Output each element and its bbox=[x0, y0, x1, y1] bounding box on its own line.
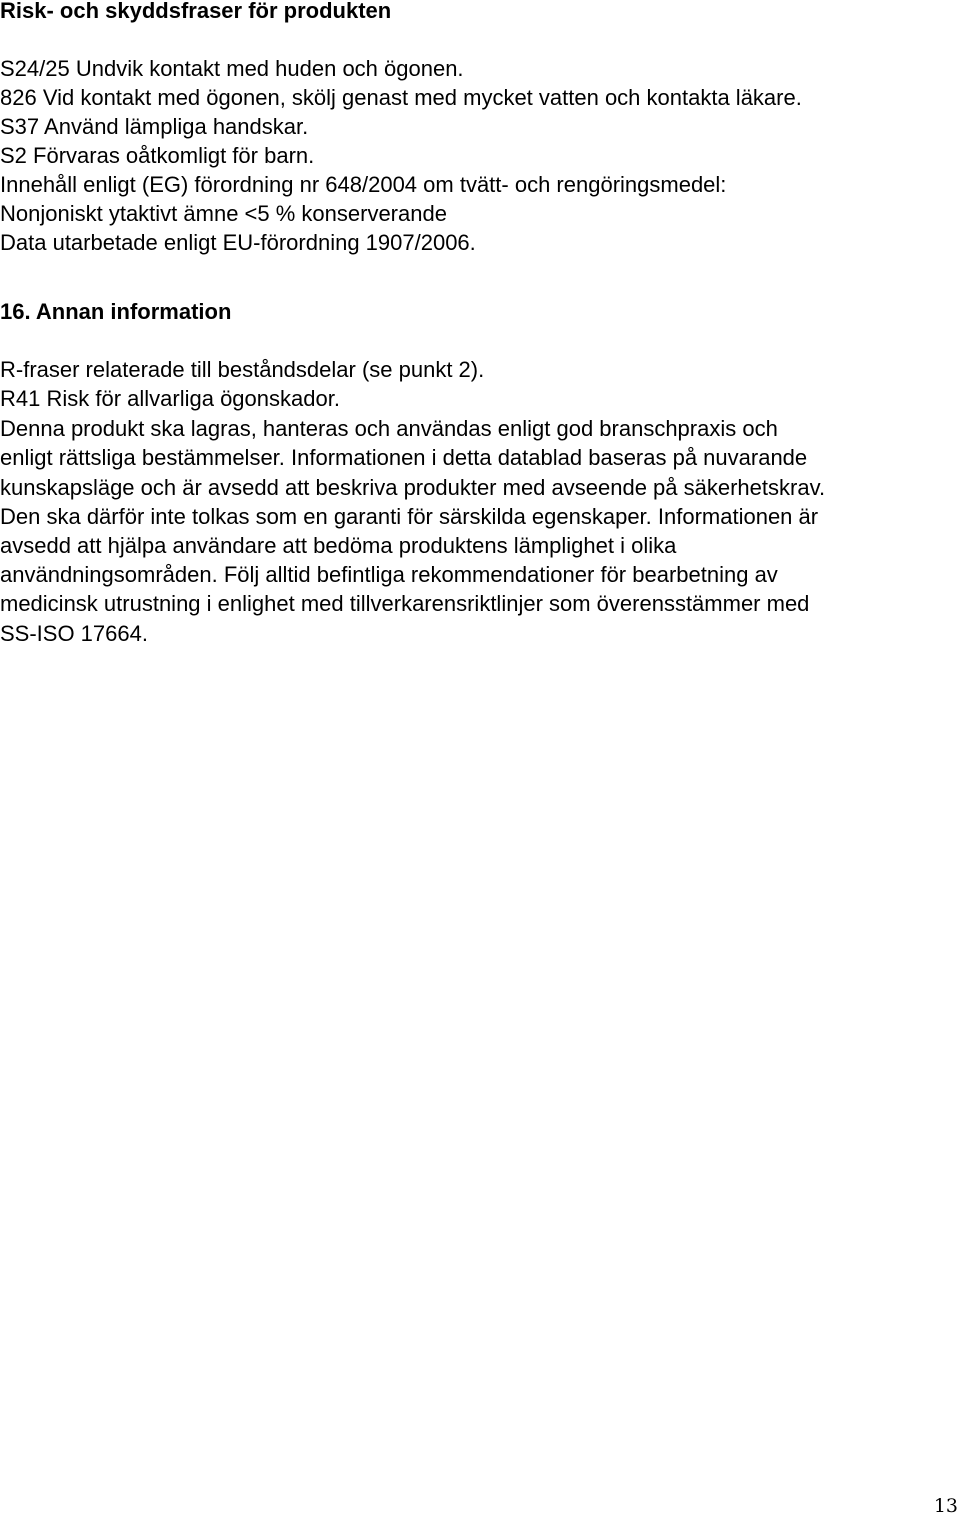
text-line: Den ska därför inte tolkas som en garanti för särskilda egenskaper. Informationen är bbox=[0, 504, 819, 529]
text-line: enligt rättsliga bestämmelser. Informationen i detta datablad baseras på nuvarande bbox=[0, 445, 808, 470]
text-line: Nonjoniskt ytaktivt ämne <5 % konserverande bbox=[0, 201, 447, 226]
text-line: S2 Förvaras oåtkomligt för barn. bbox=[0, 143, 315, 168]
section-heading-risk-phrases: Risk- och skyddsfraser för produkten bbox=[0, 0, 392, 23]
text-line: avsedd att hjälpa användare att bedöma produktens lämplighet i olika bbox=[0, 533, 677, 558]
text-line: R41 Risk för allvarliga ögonskador. bbox=[0, 386, 340, 411]
text-line: Denna produkt ska lagras, hanteras och användas enligt god branschpraxis och bbox=[0, 416, 778, 441]
text-line: 826 Vid kontakt med ögonen, skölj genast med mycket vatten och kontakta läkare. bbox=[0, 85, 802, 110]
section-heading-other-information: 16. Annan information bbox=[0, 299, 232, 324]
text-line: R-fraser relaterade till beståndsdelar (se punkt 2). bbox=[0, 357, 485, 382]
text-line: S37 Använd lämpliga handskar. bbox=[0, 114, 309, 139]
text-line: medicinsk utrustning i enlighet med tillverkarensriktlinjer som överensstämmer med bbox=[0, 591, 810, 616]
text-line: Innehåll enligt (EG) förordning nr 648/2004 om tvätt- och rengöringsmedel: bbox=[0, 172, 727, 197]
text-line: SS-ISO 17664. bbox=[0, 621, 148, 646]
text-line: S24/25 Undvik kontakt med huden och ögonen. bbox=[0, 56, 464, 81]
text-line: användningsområden. Följ alltid befintliga rekommendationer för bearbetning av bbox=[0, 562, 778, 587]
text-line: kunskapsläge och är avsedd att beskriva produkter med avseende på säkerhetskrav. bbox=[0, 475, 826, 500]
text-line: Data utarbetade enligt EU-förordning 1907/2006. bbox=[0, 230, 476, 255]
page-number: 13 bbox=[933, 1495, 958, 1517]
